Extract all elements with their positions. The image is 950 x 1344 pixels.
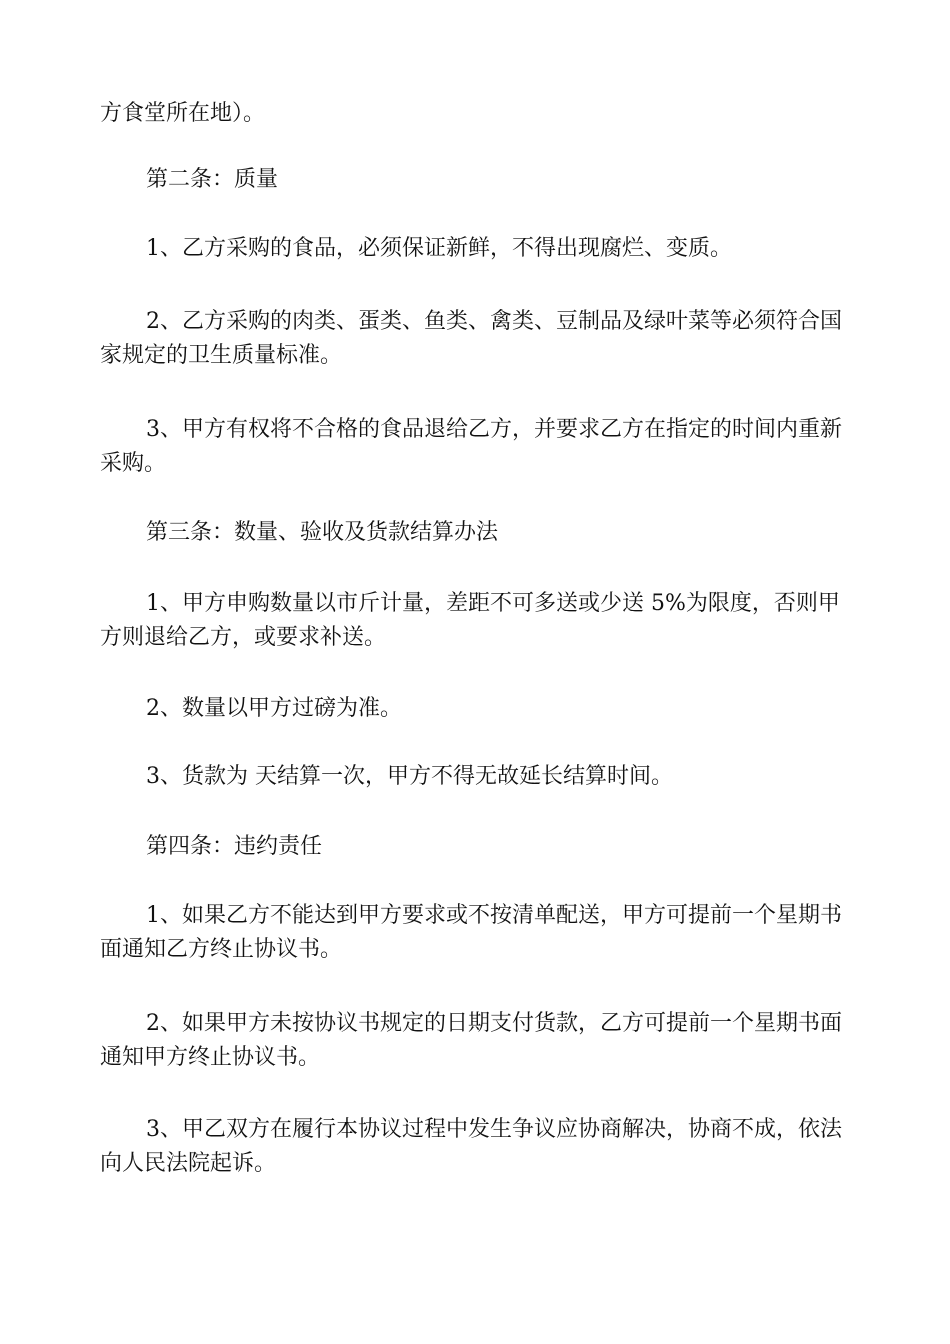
paragraph-continuation: 方食堂所在地）。	[100, 101, 266, 126]
article-3-clause-1: 1、甲方申购数量以市斤计量，差距不可多送或少送 5%为限度，否则甲方则退给乙方，或要求补送。	[100, 591, 840, 650]
article-4-clause-1: 1、如果乙方不能达到甲方要求或不按清单配送，甲方可提前一个星期书面通知乙方终止协议书。	[100, 903, 842, 962]
article-4-clause-2: 2、如果甲方未按协议书规定的日期支付货款，乙方可提前一个星期书面通知甲方终止协议书。	[100, 1011, 842, 1070]
article-4-clause-3: 3、甲乙双方在履行本协议过程中发生争议应协商解决，协商不成，依法向人民法院起诉。	[100, 1117, 842, 1176]
article-2-clause-1: 1、乙方采购的食品，必须保证新鲜，不得出现腐烂、变质。	[146, 236, 732, 261]
article-2-heading: 第二条：质量	[146, 167, 279, 192]
article-2-clause-3: 3、甲方有权将不合格的食品退给乙方，并要求乙方在指定的时间内重新采购。	[100, 417, 842, 476]
article-3-clause-2: 2、数量以甲方过磅为准。	[146, 696, 402, 721]
article-3-heading: 第三条：数量、验收及货款结算办法	[146, 520, 499, 545]
article-2-clause-2: 2、乙方采购的肉类、蛋类、鱼类、禽类、豆制品及绿叶菜等必须符合国家规定的卫生质量标准。	[100, 309, 842, 368]
article-4-heading: 第四条：违约责任	[146, 834, 323, 859]
article-3-clause-3: 3、货款为 天结算一次，甲方不得无故延长结算时间。	[146, 764, 673, 789]
